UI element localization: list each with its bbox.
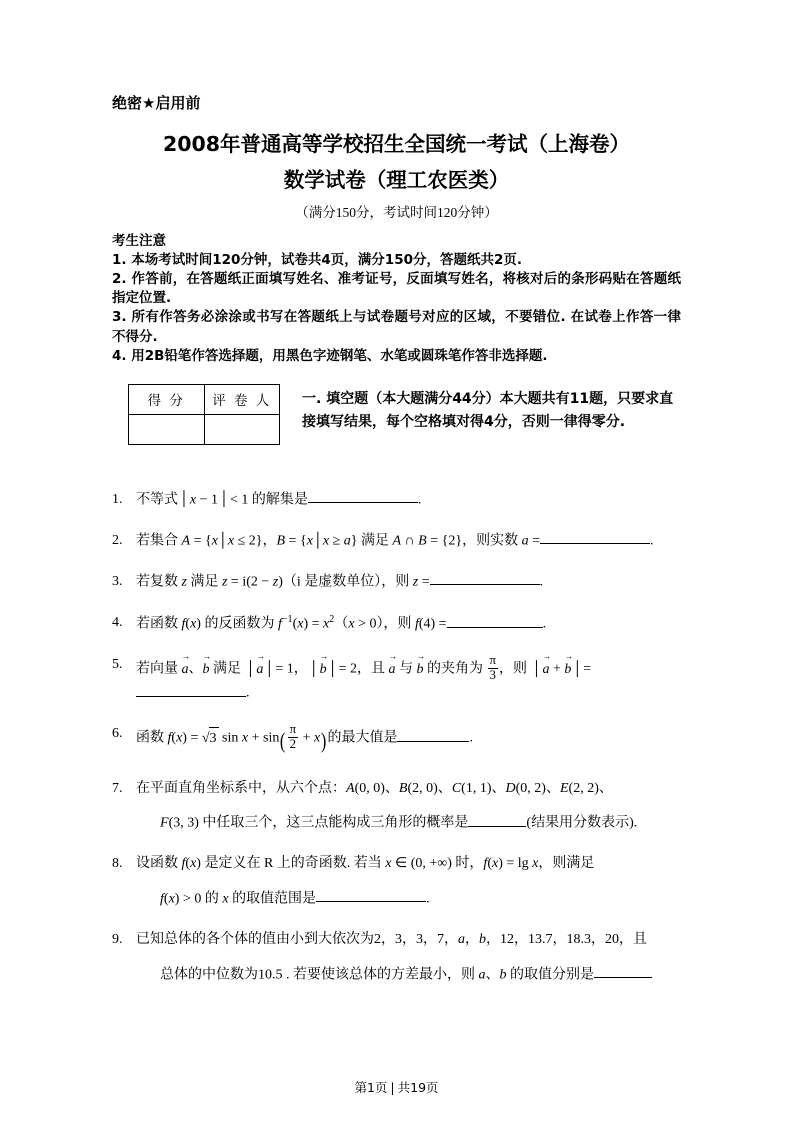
question-number: 5. bbox=[112, 657, 123, 673]
notice-title: 考生注意 bbox=[112, 233, 166, 249]
question-number: 6. bbox=[112, 726, 123, 742]
question-item bbox=[112, 853, 681, 910]
question-number: 4. bbox=[112, 614, 123, 630]
question-text: 若复数 z 满足 z = i(2 − z)（i 是虚数单位），则 z = . bbox=[136, 571, 681, 593]
question-text: 若向量 a →、b → 满足 │a →│= 1，│b →│= 2，且 a → 与 b → 的夹角为 $\frac{\pi}{3}$ ，则 │a → + b →│=. bbox=[136, 654, 681, 704]
question-text: 若集合 A = {x│x ≤ 2}，B = {x│x ≥ a} 满足 A ∩ B = {2}，则实数 a = . bbox=[136, 530, 681, 552]
question-text: 在平面直角坐标系中，从六个点：A(0, 0)、B(2, 0)、C(1, 1)、D(0, 2)、E(2, 2)、 F(3, 3) 中任取三个，这三点能构成三角形的概率是 (结果用分数表示). bbox=[136, 780, 638, 831]
notice-item: 1. 本场考试时间120分钟，试卷共4页，满分150分，答题纸共2页. bbox=[112, 252, 522, 268]
score-box-col2-header: 评 卷 人 bbox=[204, 384, 280, 414]
question-number: 7. bbox=[112, 780, 123, 796]
question-number: 2. bbox=[112, 532, 123, 548]
footer-total-label: 共19页 bbox=[397, 1080, 439, 1095]
score-and-section-row bbox=[112, 384, 681, 445]
question-item bbox=[112, 571, 681, 593]
section-heading-text bbox=[302, 392, 673, 430]
question-text: 函数 f(x) = √3 sin x + sin( $\frac{\pi}{2}$ + x)的最大值是 . bbox=[136, 722, 473, 754]
question-text: 已知总体的各个体的值由小到大依次为2，3，3，7，a，b，12，13.7，18.3，20，且 总体的中位数为10.5 . 若要使该总体的方差最小，则 a、b 的取值分别是 bbox=[136, 929, 681, 986]
question-number: 3. bbox=[112, 573, 123, 589]
score-box-col2-value bbox=[204, 414, 280, 444]
section-heading bbox=[302, 384, 681, 435]
question-item bbox=[112, 612, 681, 635]
secret-notice: 绝密★启用前 bbox=[112, 94, 201, 112]
notice-item: 4. 用2B铅笔作答选择题，用黑色字迹钢笔、水笔或圆珠笔作答非选择题. bbox=[112, 347, 548, 364]
question-item bbox=[112, 929, 681, 986]
question-item bbox=[112, 489, 681, 511]
questions-list bbox=[112, 489, 681, 986]
score-box-col1-value bbox=[129, 414, 205, 444]
question-text: 不等式│x − 1│< 1 的解集是 . bbox=[136, 489, 681, 511]
question-number: 1. bbox=[112, 491, 123, 507]
exam-title-line2: 数学试卷（理工农医类） bbox=[283, 168, 510, 192]
question-item bbox=[112, 723, 681, 758]
question-item bbox=[112, 530, 681, 552]
footer-page-label: 第1页 bbox=[354, 1080, 388, 1095]
page-footer bbox=[0, 1078, 793, 1096]
question-item bbox=[112, 654, 681, 704]
question-number: 8. bbox=[112, 856, 123, 872]
candidate-notice bbox=[112, 229, 681, 366]
question-number: 9. bbox=[112, 932, 123, 948]
question-text: 若函数 f(x) 的反函数为 $f^{-1}(x) = x^2(x > 0)$，则 f(4) = . bbox=[136, 613, 547, 632]
question-item bbox=[112, 778, 681, 835]
score-box-table bbox=[128, 384, 280, 445]
footer-separator: | bbox=[390, 1080, 395, 1095]
exam-title-line1: 2008年普通高等学校招生全国统一考试（上海卷） bbox=[162, 132, 631, 156]
question-text: 设函数 f(x) 是定义在 R 上的奇函数. 若当 x ∈ (0, +∞) 时，f(x) = lg x，则满足 f(x) > 0 的 x 的取值范围是 . bbox=[136, 856, 595, 907]
exam-subtitle: （满分150分，考试时间120分钟） bbox=[295, 205, 498, 220]
section-heading-bold: 一. 填空题（本大题满分44分）本大题共有11题，只要求直接填写结果，每个空格填对得4分，否则一律得零分. bbox=[302, 390, 674, 431]
notice-item: 3. 所有作答务必涂涂或书写在答题纸上与试卷题号对应的区域，不要错位. 在试卷上作答一律不得分. bbox=[112, 309, 681, 345]
notice-item: 2. 作答前，在答题纸正面填写姓名、准考证号，反面填写姓名，将核对后的条形码贴在答题纸指定位置. bbox=[112, 271, 681, 307]
score-box-col1-header: 得 分 bbox=[129, 384, 205, 414]
